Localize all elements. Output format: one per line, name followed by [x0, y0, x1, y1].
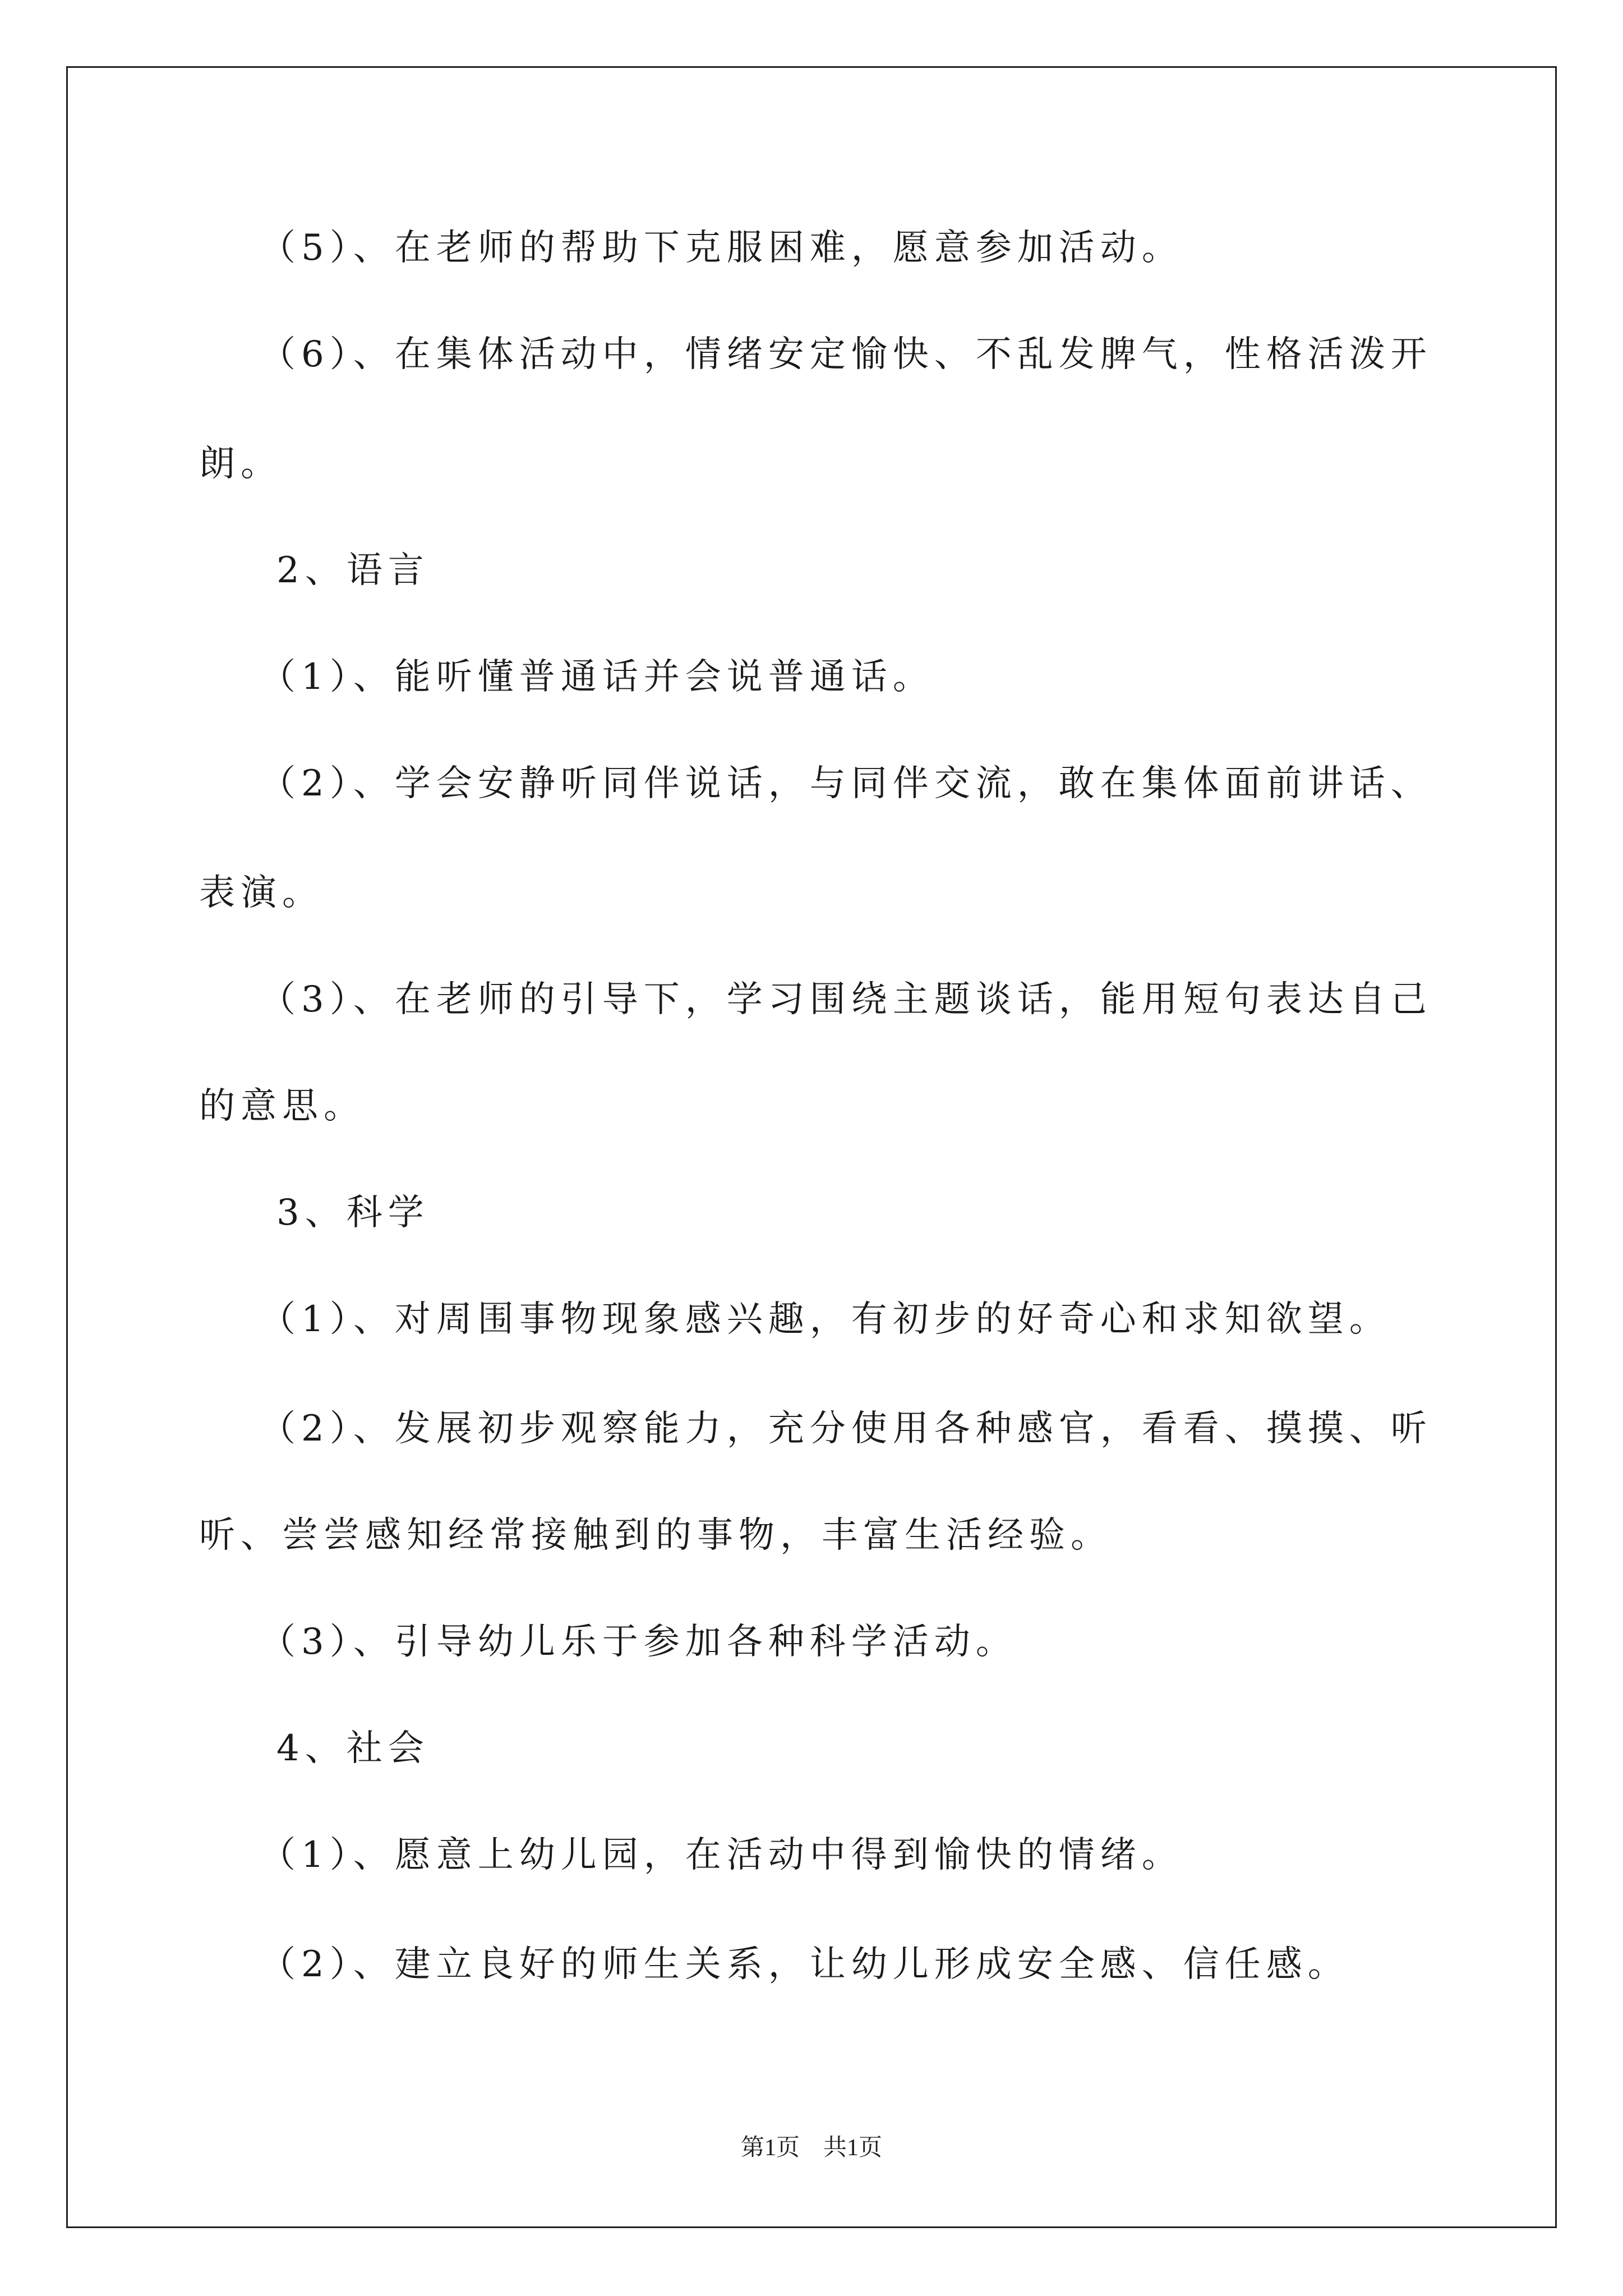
paragraph-line: （1）、愿意上幼儿园，在活动中得到愉快的情绪。 [260, 1834, 1183, 1876]
section-heading: 4、社会 [276, 1728, 430, 1769]
page-footer: 第1页 共1页 [740, 2135, 882, 2161]
paragraph-line: （5）、在老师的帮助下克服困难，愿意参加活动。 [260, 227, 1183, 269]
paragraph-line: （2）、发展初步观察能力，充分使用各种感官，看看、摸摸、听 [260, 1408, 1432, 1450]
paragraph-line: （2）、学会安静听同伴说话，与同伴交流，敢在集体面前讲话、 [260, 763, 1432, 804]
section-heading: 2、语言 [276, 550, 430, 591]
paragraph-line: （6）、在集体活动中，情绪安定愉快、不乱发脾气，性格活泼开 [260, 334, 1432, 375]
section-heading: 3、科学 [276, 1192, 430, 1234]
page-border [66, 66, 1557, 2228]
paragraph-line: （1）、能听懂普通话并会说普通话。 [260, 656, 934, 698]
paragraph-line: 表演。 [199, 872, 324, 914]
paragraph-line: 朗。 [199, 443, 282, 485]
paragraph-line: （1）、对周围事物现象感兴趣，有初步的好奇心和求知欲望。 [260, 1299, 1391, 1340]
paragraph-line: （2）、建立良好的师生关系，让幼儿形成安全感、信任感。 [260, 1944, 1349, 1985]
paragraph-line: （3）、在老师的引导下，学习围绕主题谈话，能用短句表达自己 [260, 979, 1432, 1020]
paragraph-line: 的意思。 [199, 1085, 365, 1127]
paragraph-line: 听、尝尝感知经常接触到的事物，丰富生活经验。 [199, 1515, 1112, 1556]
paragraph-line: （3）、引导幼儿乐于参加各种科学活动。 [260, 1621, 1017, 1663]
